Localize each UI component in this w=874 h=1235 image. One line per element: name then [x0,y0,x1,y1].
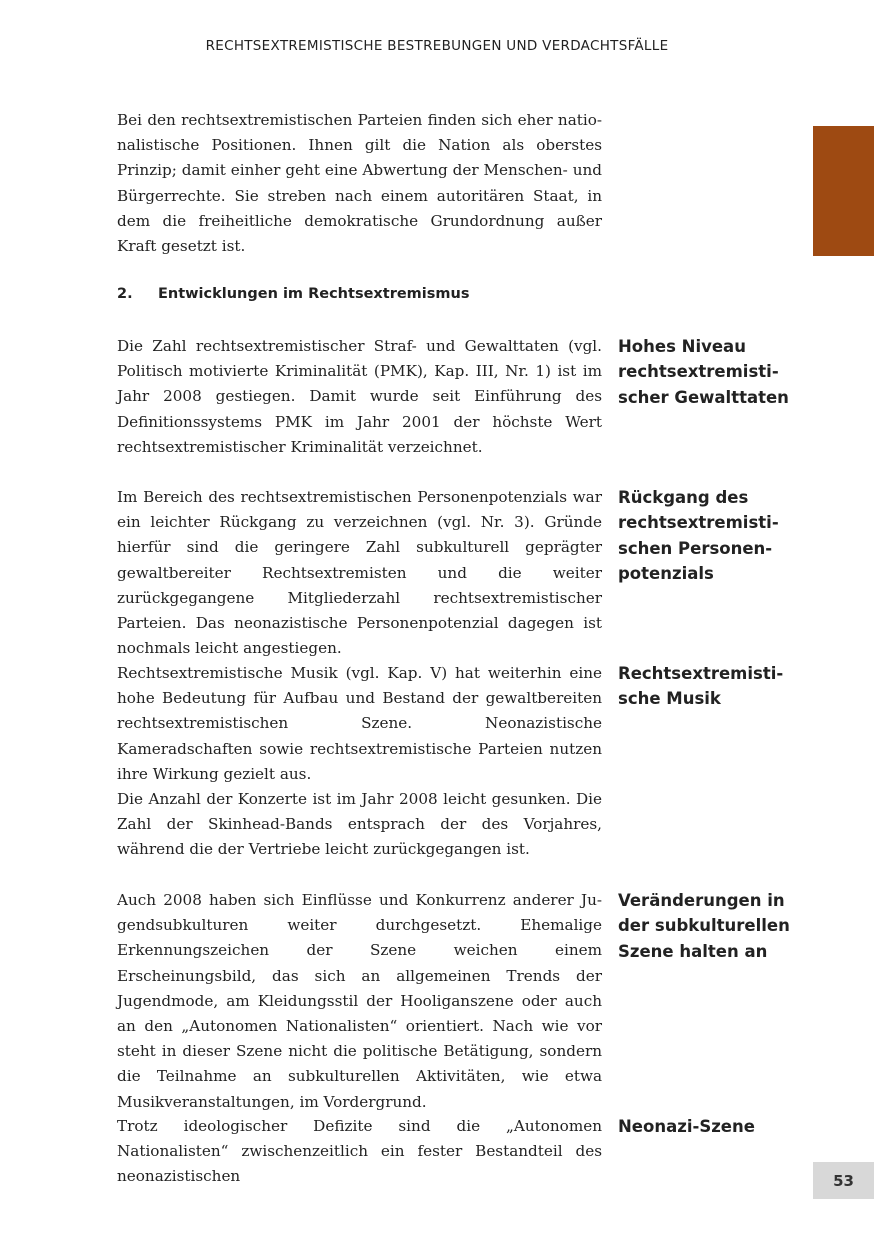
marginal-note-personenpotenzial: Rückgang des rechtsextremistischen Personenpotenzials [618,488,779,583]
paragraph-personenpotenzial: Im Bereich des rechtsextremistischen Personenpotenzials war ein leichter Rückgang zu verzeichnen (vgl. Nr. 3). Gründe hierfür sind die geringere Zahl subkulturell geprägter gewaltbereiter Rechtsextremisten und die weiter zurückgegangene Mitgliederzahl rechtsextremistischer Parteien. Das neonazistische Personenpotenzial dagegen ist nochmals leicht angestiegen. [117,488,602,658]
paragraph-gewalttaten: Die Zahl rechtsextremistischer Straf- und Gewalttaten (vgl. Politisch motivierte Kriminalität (PMK), Kap. III, Nr. 1) ist im Jahr 2008 gestiegen. Damit wurde seit Einführung des Definitionssystems PMK im Jahr 2001 der höchste Wert rechtsextremistischer Kriminalität verzeichnet. [117,337,602,456]
marginal-note-musik: Rechtsextremistische Musik [618,664,784,709]
section-title: Entwicklungen im Rechtsextremismus [158,286,470,302]
paragraph-intro: Bei den rechtsextremistischen Parteien finden sich eher nationalistische Positionen. Ihnen gilt die Nation als oberstes Prinzip; damit einher geht eine Abwertung der Menschen- und Bürgerrechte. Sie streben nach einem autoritären Staat, in dem die freiheitliche demokratische Grundordnung außer Kraft gesetzt ist. [117,111,602,256]
chapter-tab-marker [813,126,874,256]
paragraph-musik: Rechtsextremistische Musik (vgl. Kap. V) hat weiterhin eine hohe Bedeutung für Aufbau und Bestand der gewaltbereiten rechtsextremistischen Szene. Neonazistische Kameradschaften sowie rechtsextremistische Parteien nutzen ihre Wirkung gezielt aus. [117,664,602,783]
marginal-note-neonazi: Neonazi-Szene [618,1117,755,1136]
marginal-note-gewalttaten: Hohes Niveau rechtsextremistischer Gewalttaten [618,337,789,407]
paragraph-neonazi: Trotz ideologischer Defizite sind die „Autonomen Nationalisten“ zwischenzeitlich ein fester Bestandteil des neonazistischen [117,1117,602,1186]
paragraph-konzerte: Die Anzahl der Konzerte ist im Jahr 2008 leicht gesunken. Die Zahl der Skinhead-Bands entsprach der des Vorjahres, während die der Vertriebe leicht zurückgegangen ist. [117,790,602,859]
section-number: 2. [117,286,133,302]
marginal-note-subkultur: Veränderungen in der subkulturellen Szene halten an [618,891,790,961]
page-number: 53 [813,1162,874,1199]
section-heading [117,286,469,302]
paragraph-subkultur: Auch 2008 haben sich Einflüsse und Konkurrenz anderer Jugendsubkulturen weiter durchgesetzt. Ehemalige Erkennungszeichen der Szene weichen einem Erscheinungsbild, das sich an allgemeinen Trends der Jugendmode, am Kleidungsstil der Hooliganszene oder auch an den „Autonomen Nationalisten“ orientiert. Nach wie vor steht in dieser Szene nicht die politische Betätigung, sondern die Teilnahme an subkulturellen Aktivitäten, wie etwa Musikveranstaltungen, im Vordergrund. [117,891,602,1111]
running-header: RECHTSEXTREMISTISCHE BESTREBUNGEN UND VERDACHTSFÄLLE [205,38,669,54]
